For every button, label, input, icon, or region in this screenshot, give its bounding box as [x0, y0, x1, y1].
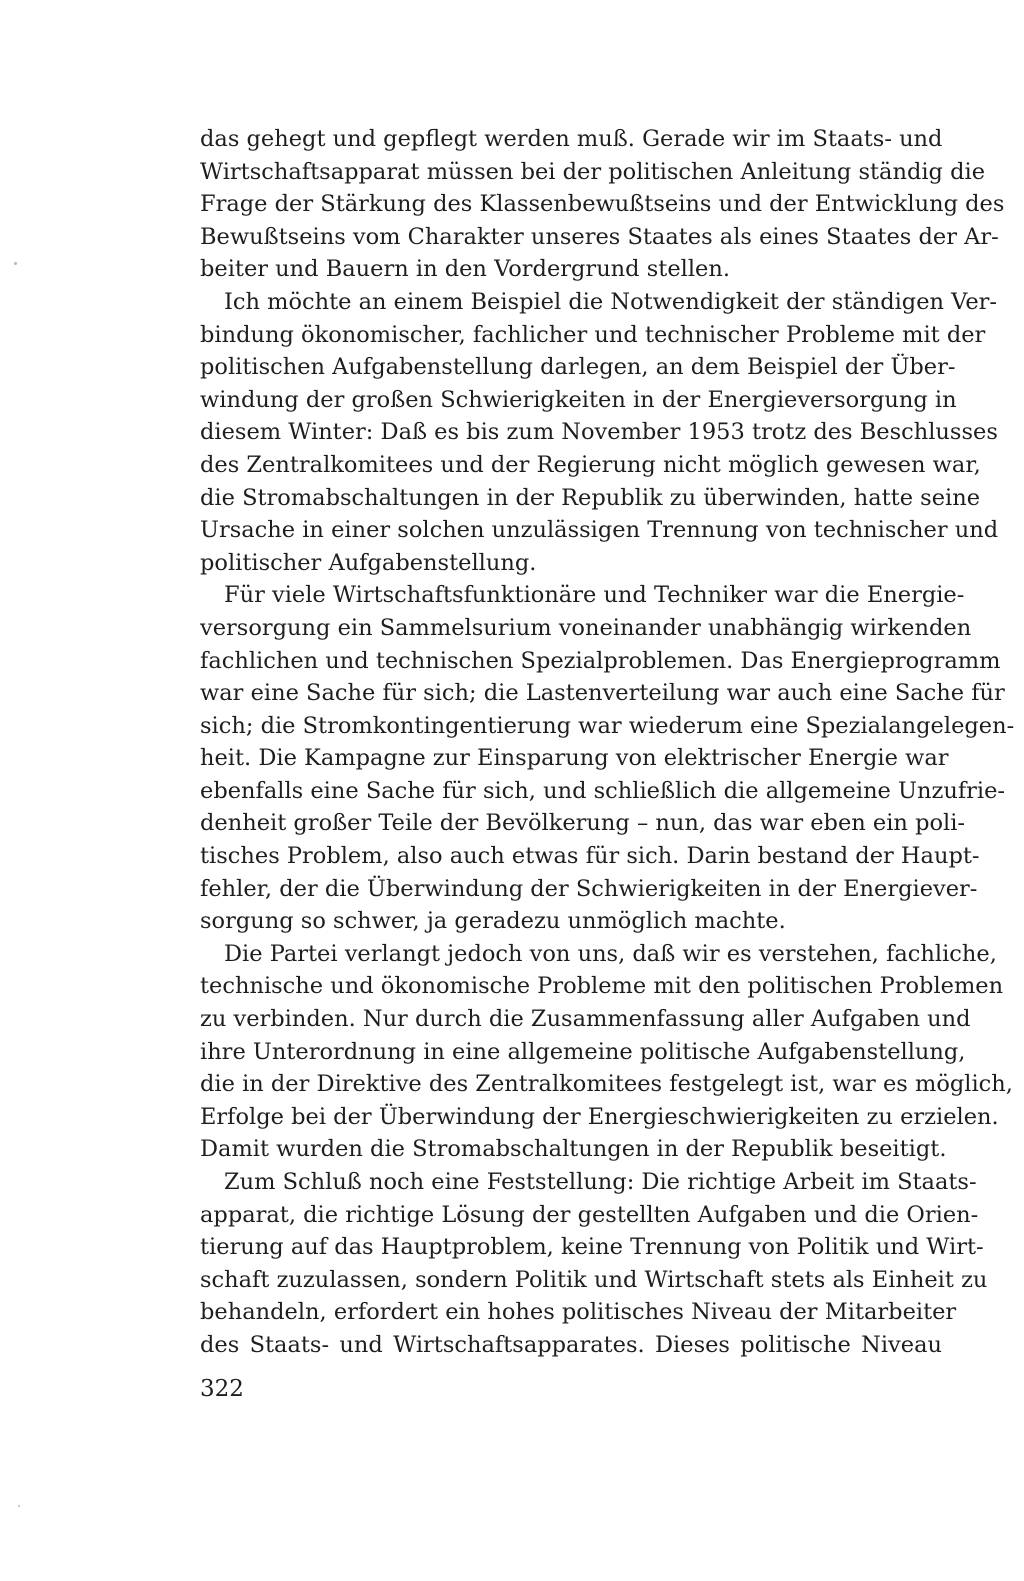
- text-line: beiter und Bauern in den Vordergrund stellen.: [200, 256, 730, 283]
- text-line: die Stromabschaltungen in der Republik zu überwinden, hatte seine: [200, 484, 981, 511]
- text-line: bindung ökonomischer, fachlicher und technischer Probleme mit der: [200, 321, 986, 348]
- text-line: apparat, die richtige Lösung der gestellten Aufgaben und die Orien-: [200, 1201, 979, 1228]
- text-line: technische und ökonomische Probleme mit den politischen Problemen: [200, 973, 1004, 1000]
- text-line: das gehegt und gepflegt werden muß. Gerade wir im Staats- und: [200, 126, 943, 152]
- text-line: war eine Sache für sich; die Lastenverteilung war auch eine Sache für: [200, 680, 1005, 707]
- text-line: Zum Schluß noch eine Feststellung: Die richtige Arbeit im Staats-: [224, 1169, 977, 1195]
- text-line: Ursache in einer solchen unzulässigen Trennung von technischer und: [200, 517, 999, 544]
- text-line: des Staats- und Wirtschaftsapparates. Dieses politische Niveau: [200, 1331, 942, 1358]
- text-line: Ich möchte an einem Beispiel die Notwendigkeit der ständigen Ver-: [224, 288, 998, 315]
- paragraph: [200, 286, 999, 579]
- text-line: diesem Winter: Daß es bis zum November 1953 trotz des Beschlusses: [200, 419, 998, 446]
- text-line: ihre Unterordnung in eine allgemeine politische Aufgabenstellung,: [200, 1038, 966, 1065]
- text-line: heit. Die Kampagne zur Einsparung von elektrischer Energie war: [200, 745, 949, 772]
- paragraph: [200, 123, 1005, 286]
- text-line: Frage der Stärkung des Klassenbewußtseins und der Entwicklung des: [200, 191, 1005, 218]
- text-line: zu verbinden. Nur durch die Zusammenfassung aller Aufgaben und: [200, 1006, 971, 1033]
- text-line: Damit wurden die Stromabschaltungen in der Republik beseitigt.: [200, 1136, 947, 1163]
- text-line: tisches Problem, also auch etwas für sich. Darin bestand der Haupt-: [200, 843, 980, 870]
- text-line: tierung auf das Hauptproblem, keine Trennung von Politik und Wirt-: [200, 1234, 984, 1261]
- text-line: Die Partei verlangt jedoch von uns, daß wir es verstehen, fachliche,: [224, 940, 997, 967]
- text-line: schaft zuzulassen, sondern Politik und Wirtschaft stets als Einheit zu: [200, 1266, 988, 1293]
- body-text: [200, 123, 1015, 1362]
- text-line: sich; die Stromkontingentierung war wiederum eine Spezialangelegen-: [200, 712, 1015, 739]
- text-line: politischer Aufgabenstellung.: [200, 549, 537, 576]
- text-line: Erfolge bei der Überwindung der Energieschwierigkeiten zu erzielen.: [200, 1103, 999, 1130]
- text-line: ebenfalls eine Sache für sich, und schließlich die allgemeine Unzufrie-: [200, 777, 1006, 804]
- text-line: denheit großer Teile der Bevölkerung – nun, das war eben ein poli-: [200, 810, 966, 837]
- text-line: Bewußtseins vom Charakter unseres Staates als eines Staates der Ar-: [200, 223, 999, 250]
- text-line: fachlichen und technischen Spezialproblemen. Das Energieprogramm: [200, 647, 1001, 674]
- page-number: 322: [200, 1376, 244, 1402]
- text-line: Für viele Wirtschaftsfunktionäre und Techniker war die Energie-: [224, 582, 965, 609]
- text-line: Wirtschaftsapparat müssen bei der politischen Anleitung ständig die: [200, 158, 986, 185]
- paragraph: [200, 1166, 988, 1362]
- paragraph: [200, 938, 1013, 1166]
- text-line: politischen Aufgabenstellung darlegen, an dem Beispiel der Über-: [200, 354, 956, 381]
- text-line: die in der Direktive des Zentralkomitees festgelegt ist, war es möglich,: [200, 1071, 1013, 1098]
- scan-speck: [18, 1505, 20, 1507]
- text-line: behandeln, erfordert ein hohes politisches Niveau der Mitarbeiter: [200, 1299, 957, 1326]
- text-line: windung der großen Schwierigkeiten in der Energieversorgung in: [200, 386, 957, 413]
- text-line: sorgung so schwer, ja geradezu unmöglich machte.: [200, 908, 786, 935]
- text-line: versorgung ein Sammelsurium voneinander unabhängig wirkenden: [200, 614, 972, 641]
- paragraph: [200, 579, 1015, 938]
- scan-speck: [14, 262, 17, 265]
- text-line: fehler, der die Überwindung der Schwierigkeiten in der Energiever-: [200, 875, 978, 902]
- text-line: des Zentralkomitees und der Regierung nicht möglich gewesen war,: [200, 451, 981, 478]
